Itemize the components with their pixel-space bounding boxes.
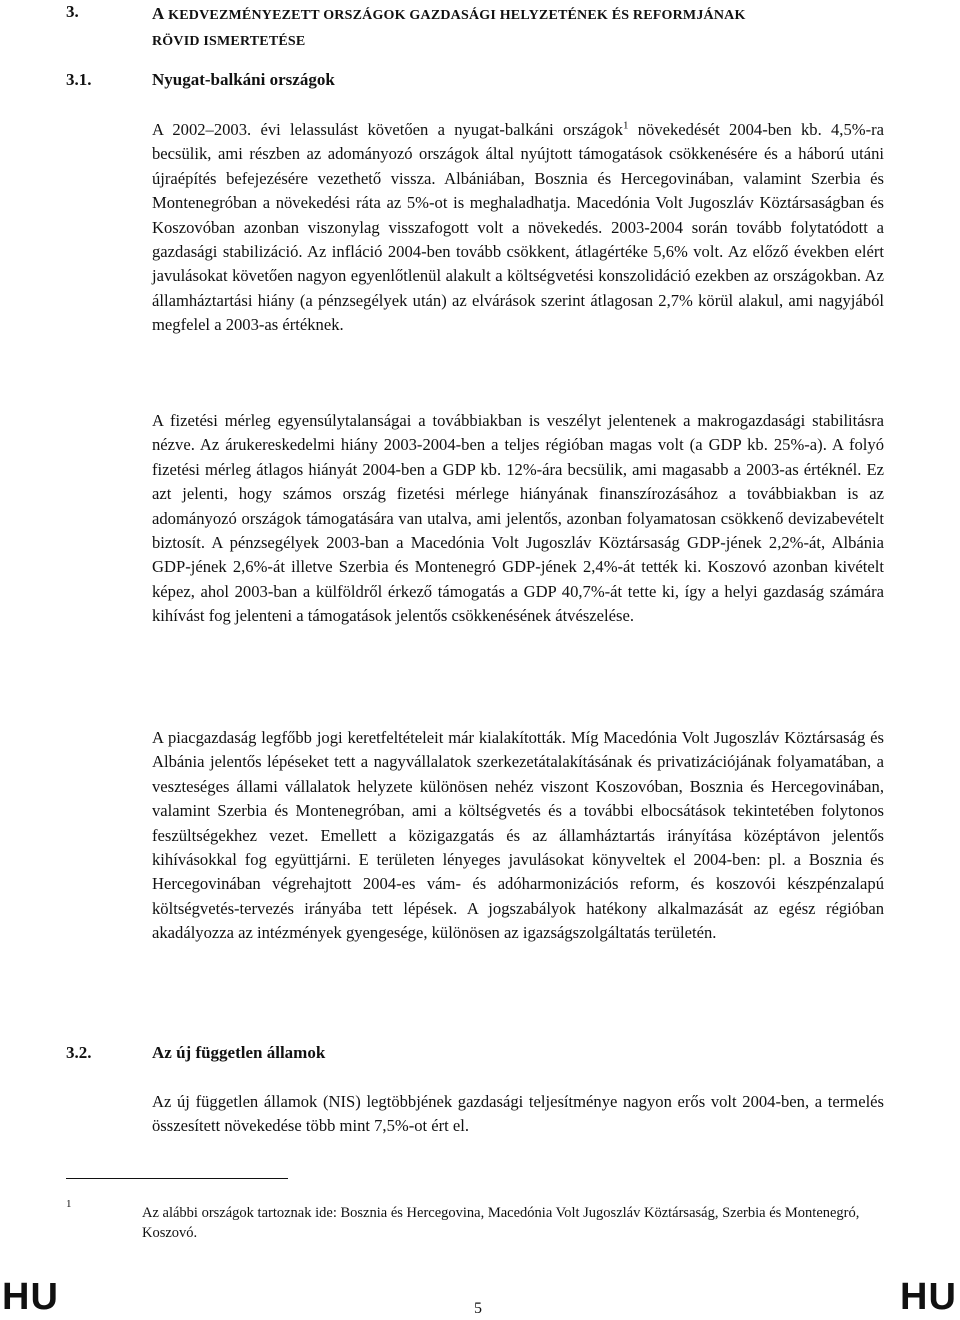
section-number-3: 3. <box>66 2 79 21</box>
paragraph-3-1-2: A fizetési mérleg egyensúlytalanságai a továbbiakban is veszélyt jelentenek a makrogazdasági stabilitásra nézve. Az árukereskedelmi hiány 2003-2004-ben a teljes régióban magas volt (a GDP kb. 25%-a). A folyó fizetési mérleg átlagos hiányát 2004-ben a GDP kb. 12%-ára becsülik, ami magasabb a 2003-as értéknél. Ez azt jelenti, hogy számos ország fizetési mérlege hiányának finanszírozásához a továbbiakban is az adományozó országok támogatására van utalva, ami jelentős, azonban folyamatosan csökkenő devizabevételt biztosít. A pénzsegélyek 2003-ban a Macedónia Volt Jugoszláv Köztársaság GDP-jének 2,2%-át, Albánia GDP-jének 2,6%-át illetve Szerbia és Montenegró GDP-jének 2,4%-át tették ki. Koszovó azonban kivételt képez, ahol 2003-ban a külföldről érkező támogatás a GDP 40,7%-át tette ki, így a helyi gazdaság számára kihívást fog jelenteni a támogatások jelentős csökkenésének átvészelése. <box>152 411 884 626</box>
section-number-3-2: 3.2. <box>66 1043 92 1062</box>
paragraph-3-1-1 <box>152 118 884 338</box>
section-title-3-1: Nyugat-balkáni országok <box>152 70 335 89</box>
section-title-3-2: Az új független államok <box>152 1043 326 1062</box>
footer-language-code-left: HU <box>2 1276 59 1318</box>
paragraph-3-2-1: Az új független államok (NIS) legtöbbjének gazdasági teljesítménye nagyon erős volt 2004-ben, a termelés összesített növekedése több mint 7,5%-ot ért el. <box>152 1092 884 1136</box>
section-number-3-1: 3.1. <box>66 70 92 89</box>
footnote-number: 1 <box>66 1198 72 1210</box>
paragraph-3-1-1-rest: növekedését 2004-ben kb. 4,5%-ra becsülik, ami részben az adományozó országok által nyújtott támogatások csökkenésére és a háború utáni újraépítés befejezésére vezethető vissza. Albániában, Bosznia és Hercegovinában, valamint Szerbia és Montenegróban a növekedési ráta az 5%-ot is meghaladhatja. Macedónia Volt Jugoszláv Köztársaságban és Koszovóban azonban viszonylag visszafogott volt a növekedés. 2003-2004 során tovább folytatódott a gazdasági stabilizáció. Az infláció 2004-ben tovább csökkent, átlagértéke 5,6% volt. Az előző években elért javulásokat követően nagyon egyenlőtlenül alakult a költségvetési konszolidáció ezekben az országokban. Az államháztartási hiány (a pénzsegélyek után) az elvárások szerint átlagosan 2,7% körül alakul, ami nagyjából megfelel a 2003-as értéknek. <box>152 120 884 335</box>
footnote-separator <box>66 1178 288 1179</box>
footer-language-code-right: HU <box>900 1276 957 1318</box>
heading-first-letter: A <box>152 4 165 23</box>
footnote-text: Az alábbi országok tartoznak ide: Bosznia és Hercegovina, Macedónia Volt Jugoszláv Köztársaság, Szerbia és Montenegró, Koszovó. <box>142 1205 860 1241</box>
paragraph-3-1-1-start: A 2002–2003. évi lelassulást követően a nyugat-balkáni országok <box>152 120 623 139</box>
paragraph-3-1-3: A piacgazdaság legfőbb jogi keretfeltételeit már kialakították. Míg Macedónia Volt Jugoszláv Köztársaság és Albánia jelentős lépéseket tett a nagyvállalatok szerkezetátalakításának és privatizációjának folyamatában, a veszteséges állami vállalatok helyzete különösen nehéz viszont Koszovóban, Bosznia és Hercegovinában, valamint Szerbia és Montenegróban, ami a költségvetés és a további elbocsátások tekintetében folytonos feszültségekhez vezet. Emellett a közigazgatás és az államháztartás irányítása középtávon jelentős kihívásokkal fog együttjárni. E területen lényeges javulásokat könyveltek el 2004-ben: pl. a Bosznia és Hercegovinában végrehajtott 2004-es vám- és adóharmonizációs reform, és koszovói készpénzalapú költségvetés-tervezés irányába tett lépések. A jogszabályok hatékony alkalmazását az egész régióban akadályozza az intézmények gyengesége, különösen az igazságszolgáltatás területén. <box>152 728 884 943</box>
footnote-reference[interactable]: 1 <box>622 119 629 132</box>
heading-line1-rest: KEDVEZMÉNYEZETT ORSZÁGOK GAZDASÁGI HELYZETÉNEK ÉS REFORMJÁNAK <box>164 8 746 23</box>
section-heading-3 <box>152 2 892 54</box>
page-number: 5 <box>474 1300 482 1317</box>
heading-line2: RÖVID ISMERTETÉSE <box>152 34 306 49</box>
